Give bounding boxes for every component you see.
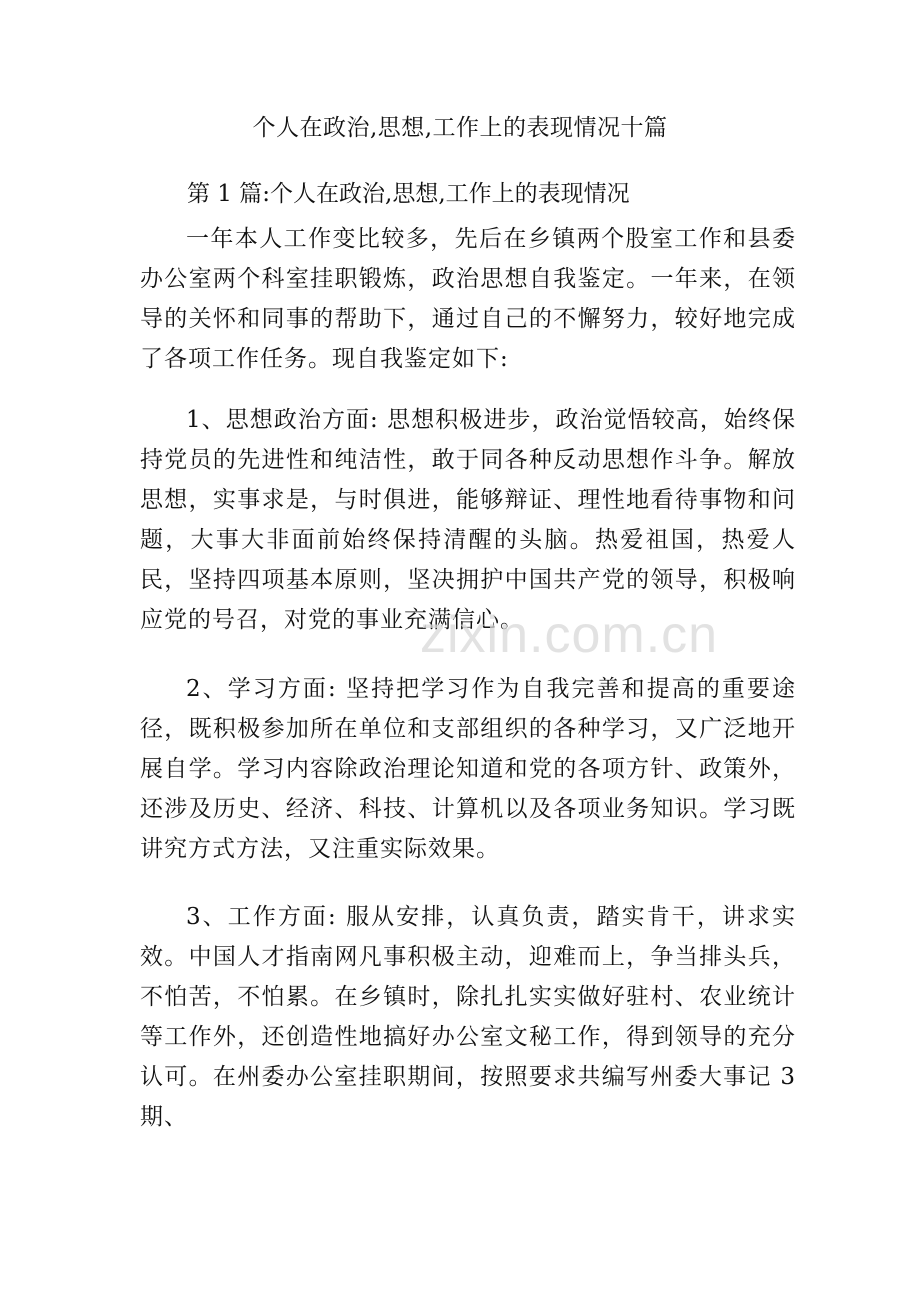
watermark: zixin.com.cn [420,606,719,664]
paragraph-intro: 一年本人工作变比较多，先后在乡镇两个股室工作和县委办公室两个科室挂职锻炼，政治思想自我鉴定。一年来，在领导的关怀和同事的帮助下，通过自己的不懈努力，较好地完成了各项工作任务。现自我鉴定如下: [140,226,796,372]
section-heading: 第 1 篇:个人在政治,思想,工作上的表现情况 [187,181,630,207]
paragraph-political-thought: 1、思想政治方面: 思想积极进步，政治觉悟较高，始终保持党员的先进性和纯洁性，敢于同各种反动思想作斗争。解放思想，实事求是，与时俱进，能够辩证、理性地看待事物和问题，大事大非面前始终保持清醒的头脑。热爱祖国，热爱人民，坚持四项基本原则，坚决拥护中国共产党的领导，积极响应党的号召，对党的事业充满信心。 [140,407,796,633]
paragraph-work: 3、工作方面: 服从安排，认真负责，踏实肯干，讲求实效。中国人才指南网凡事积极主动，迎难而上，争当排头兵，不怕苦，不怕累。在乡镇时，除扎扎实实做好驻村、农业统计等工作外，还创造性地搞好办公室文秘工作，得到领导的充分认可。在州委办公室挂职期间，按照要求共编写州委大事记 3 期、 [140,904,796,1130]
paragraph-study: 2、学习方面: 坚持把学习作为自我完善和提高的重要途径，既积极参加所在单位和支部组织的各种学习，又广泛地开展自学。学习内容除政治理论知道和党的各项方针、政策外，还涉及历史、经济、科技、计算机以及各项业务知识。学习既讲究方式方法，又注重实际效果。 [140,676,796,862]
document-title: 个人在政治,思想,工作上的表现情况十篇 [252,115,668,141]
